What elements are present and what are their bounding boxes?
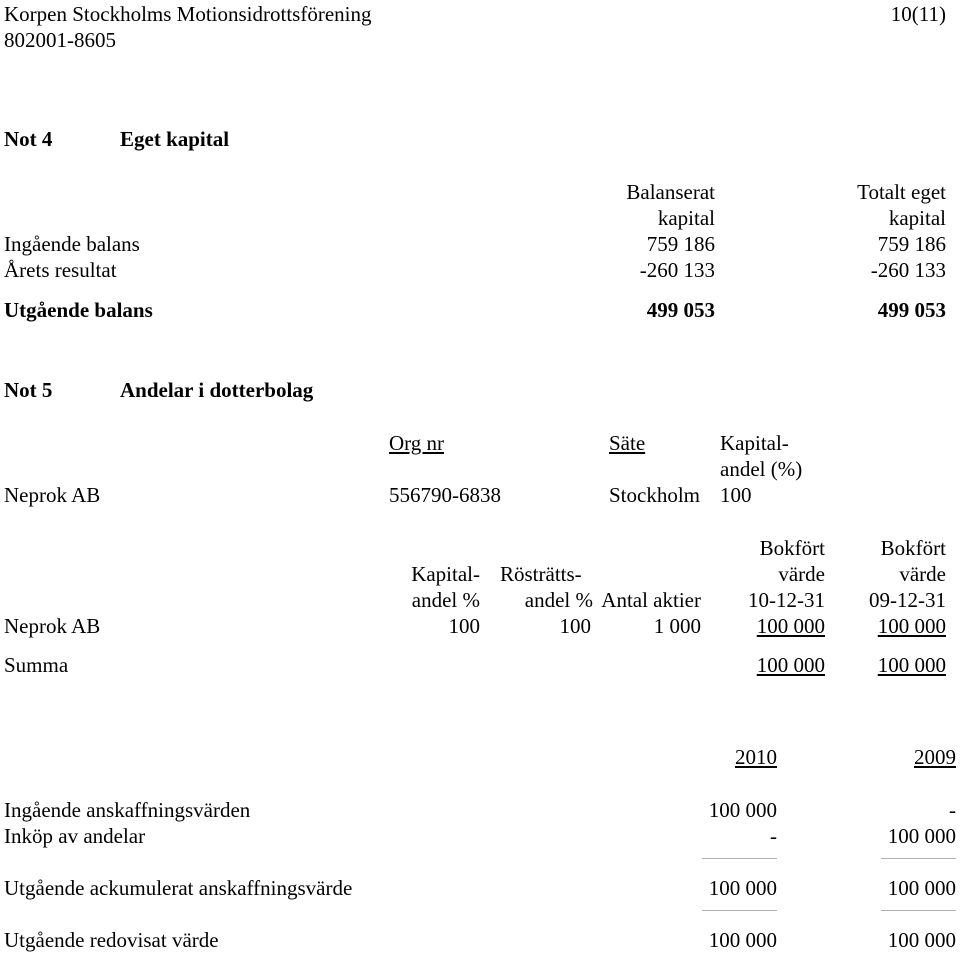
sum-divider-2009 (881, 858, 956, 859)
table2-header-rost-line1: Rösträtts- (500, 562, 582, 586)
cell-totalt: 759 186 (877, 232, 946, 256)
note5-title: Andelar i dotterbolag (120, 378, 314, 402)
table2-header-kapital-line1: Kapital- (411, 562, 480, 586)
note4-number: Not 4 (4, 127, 53, 151)
cell-2009: 100 000 (887, 824, 956, 848)
kapitalandel-value: 100 (448, 614, 480, 638)
total-divider-2010 (702, 910, 777, 911)
rostandel-value: 100 (559, 614, 591, 638)
note4-title: Eget kapital (120, 127, 230, 151)
cell-2010: 100 000 (708, 798, 777, 822)
cell-balanserat: -260 133 (639, 258, 715, 282)
antal-aktier-value: 1 000 (653, 614, 701, 638)
kapitalandel-value: 100 (720, 483, 752, 507)
note4-col-totalt-line1: Totalt eget (857, 180, 946, 204)
table2-header-bok1-line2: värde (778, 562, 825, 586)
note4-col-totalt-line2: kapital (888, 206, 946, 230)
row-label: Ingående balans (4, 232, 140, 256)
row-label: Ingående anskaffningsvärden (4, 798, 251, 822)
table2-header-bok2-line2: värde (899, 562, 946, 586)
total-divider-2009 (881, 910, 956, 911)
table2-header-antal: Antal aktier (601, 588, 701, 612)
summa-label: Summa (4, 653, 69, 677)
table2-header-bok1-line1: Bokfört (759, 536, 825, 560)
page-number: 10(11) (890, 2, 946, 26)
org-nr-value: 556790-6838 (389, 483, 501, 507)
table1-header-kapital-line1: Kapital- (720, 431, 789, 455)
bokfort-1-value: 100 000 (756, 614, 825, 638)
table2-header-bok2-line3: 09-12-31 (869, 588, 946, 612)
cell-2009: - (949, 798, 956, 822)
cell-2010: 100 000 (708, 876, 777, 900)
table2-header-kapital-line2: andel % (411, 588, 480, 612)
row-label: Inköp av andelar (4, 824, 146, 848)
note4-col-balanserat-line2: kapital (657, 206, 715, 230)
cell-balanserat: 759 186 (646, 232, 715, 256)
cell-totalt: 499 053 (877, 298, 946, 322)
summa-bok2: 100 000 (877, 653, 946, 677)
row-label: Utgående ackumulerat anskaffningsvärde (4, 876, 353, 900)
table2-header-bok1-line3: 10-12-31 (748, 588, 825, 612)
table1-header-org-nr: Org nr (389, 431, 445, 455)
cell-2009: 100 000 (887, 876, 956, 900)
cell-balanserat: 499 053 (646, 298, 715, 322)
row-label: Utgående redovisat värde (4, 928, 219, 952)
company-name: Neprok AB (4, 614, 101, 638)
company-name: Neprok AB (4, 483, 101, 507)
table3-year-2010: 2010 (735, 745, 777, 769)
cell-totalt: -260 133 (870, 258, 946, 282)
table2-header-rost-line2: andel % (524, 588, 593, 612)
cell-2009: 100 000 (887, 928, 956, 952)
table1-header-sate: Säte (609, 431, 646, 455)
note5-number: Not 5 (4, 378, 53, 402)
summa-bok1: 100 000 (756, 653, 825, 677)
sum-divider-2010 (702, 858, 777, 859)
table3-year-2009: 2009 (914, 745, 956, 769)
sate-value: Stockholm (609, 483, 701, 507)
row-label: Årets resultat (4, 258, 117, 282)
note4-col-balanserat-line1: Balanserat (626, 180, 715, 204)
bokfort-2-value: 100 000 (877, 614, 946, 638)
cell-2010: 100 000 (708, 928, 777, 952)
organization-name: Korpen Stockholms Motionsidrottsförening (4, 2, 372, 26)
cell-2010: - (770, 824, 777, 848)
organization-number: 802001-8605 (4, 28, 116, 52)
table2-header-bok2-line1: Bokfört (880, 536, 946, 560)
row-label: Utgående balans (4, 298, 153, 322)
table1-header-kapital-line2: andel (%) (720, 457, 803, 481)
